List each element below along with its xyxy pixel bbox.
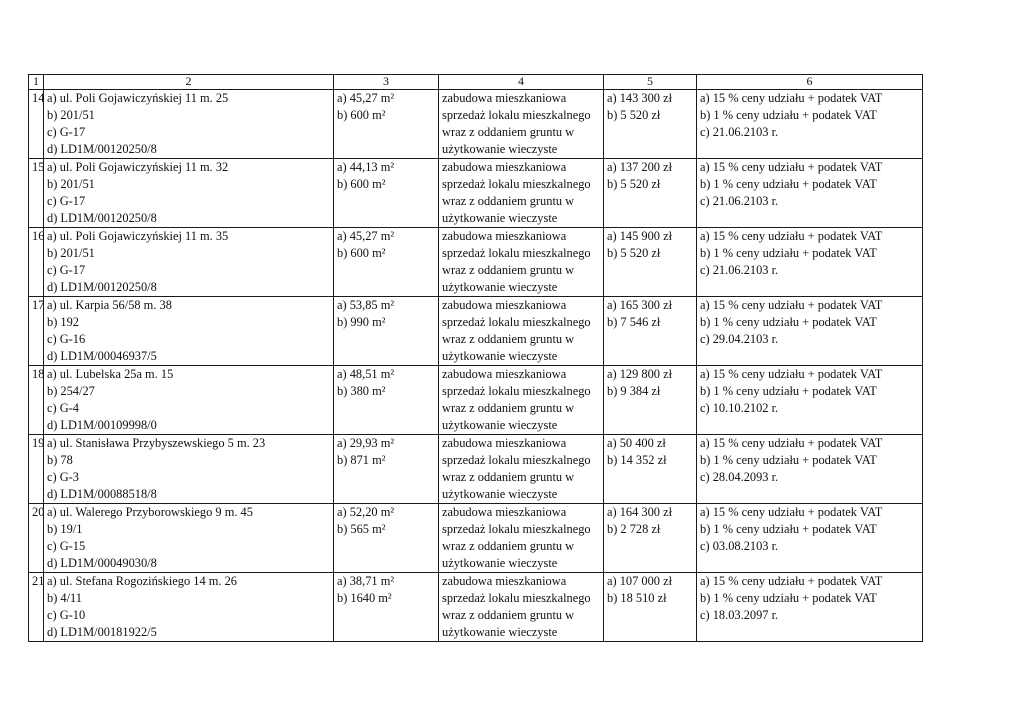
plot-number: b) 19/1 xyxy=(47,522,83,536)
premises-price-line xyxy=(607,90,693,107)
disposal-form-line-3: użytkowanie wieczyste xyxy=(442,556,558,570)
property-description-cell xyxy=(44,297,334,366)
property-description-cell xyxy=(44,504,334,573)
disposal-form-line-1: sprzedaż lokalu mieszkalnego xyxy=(442,522,591,536)
first-fee: a) 15 % ceny udziału + podatek VAT xyxy=(700,160,883,174)
usufruct-term: c) 18.03.2097 r. xyxy=(700,608,779,622)
disposal-form-line-1: sprzedaż lokalu mieszkalnego xyxy=(442,315,591,329)
row-number-cell xyxy=(29,366,44,435)
price-cell xyxy=(604,366,697,435)
column-header-6: 6 xyxy=(697,75,923,90)
disposal-form-line-3: użytkowanie wieczyste xyxy=(442,211,558,225)
table-row xyxy=(29,228,923,297)
usufruct-term: c) 28.04.2093 r. xyxy=(700,470,779,484)
table-row xyxy=(29,573,923,642)
premises-price: a) 129 800 xyxy=(607,367,660,381)
header-row xyxy=(29,75,923,90)
land-register-number: d) LD1M/00120250/8 xyxy=(47,280,157,294)
plot-price: b) 5 520 xyxy=(607,246,649,260)
plot-price-unit: zł xyxy=(651,315,661,329)
plot-price-unit: zł xyxy=(657,591,667,605)
area-cell xyxy=(334,90,439,159)
plot-number: b) 201/51 xyxy=(47,108,95,122)
table-row xyxy=(29,297,923,366)
row-number: 21 xyxy=(32,574,45,588)
address: a) ul. Stefana Rogozińskiego 14 m. 26 xyxy=(47,574,237,588)
plot-price-line xyxy=(607,245,693,262)
map-sheet: c) G-17 xyxy=(47,263,86,277)
price-cell xyxy=(604,228,697,297)
plot-price: b) 5 520 xyxy=(607,108,649,122)
disposal-form-line-3: użytkowanie wieczyste xyxy=(442,142,558,156)
plot-area: b) 990 m² xyxy=(337,315,386,329)
price-cell xyxy=(604,159,697,228)
premises-price-unit: zł xyxy=(663,298,673,312)
premises-price: a) 107 000 xyxy=(607,574,660,588)
premises-price-line xyxy=(607,159,693,176)
row-number: 16 xyxy=(32,229,45,243)
fees-cell xyxy=(697,159,923,228)
plot-area: b) 600 m² xyxy=(337,108,386,122)
plot-price-line xyxy=(607,107,693,124)
plot-price: b) 7 546 xyxy=(607,315,649,329)
row-number-cell xyxy=(29,297,44,366)
land-register-number: d) LD1M/00120250/8 xyxy=(47,142,157,156)
row-number: 15 xyxy=(32,160,45,174)
row-number-cell xyxy=(29,504,44,573)
table-row xyxy=(29,159,923,228)
price-cell xyxy=(604,573,697,642)
property-description-cell xyxy=(44,366,334,435)
plot-price-line xyxy=(607,314,693,331)
row-number-cell xyxy=(29,228,44,297)
plot-number: b) 254/27 xyxy=(47,384,95,398)
column-header-1: 1 xyxy=(29,75,44,90)
disposal-form-line-2: wraz z oddaniem gruntu w xyxy=(442,332,575,346)
map-sheet: c) G-3 xyxy=(47,470,79,484)
use-and-disposal-cell xyxy=(439,435,604,504)
premises-price-unit: zł xyxy=(663,574,673,588)
disposal-form-line-1: sprzedaż lokalu mieszkalnego xyxy=(442,384,591,398)
premises-price-unit: zł xyxy=(663,229,673,243)
annual-fee: b) 1 % ceny udziału + podatek VAT xyxy=(700,315,877,329)
land-use: zabudowa mieszkaniowa xyxy=(442,160,567,174)
use-and-disposal-cell xyxy=(439,228,604,297)
land-use: zabudowa mieszkaniowa xyxy=(442,367,567,381)
land-use: zabudowa mieszkaniowa xyxy=(442,91,567,105)
column-header-3: 3 xyxy=(334,75,439,90)
table-body xyxy=(29,90,923,642)
fees-cell xyxy=(697,435,923,504)
premises-area: a) 44,13 m² xyxy=(337,160,395,174)
plot-price-unit: zł xyxy=(651,246,661,260)
first-fee: a) 15 % ceny udziału + podatek VAT xyxy=(700,367,883,381)
first-fee: a) 15 % ceny udziału + podatek VAT xyxy=(700,229,883,243)
area-cell xyxy=(334,504,439,573)
premises-area: a) 52,20 m² xyxy=(337,505,395,519)
premises-area: a) 53,85 m² xyxy=(337,298,395,312)
land-register-number: d) LD1M/00120250/8 xyxy=(47,211,157,225)
column-header-2: 2 xyxy=(44,75,334,90)
plot-price-unit: zł xyxy=(651,177,661,191)
annual-fee: b) 1 % ceny udziału + podatek VAT xyxy=(700,453,877,467)
property-description-cell xyxy=(44,90,334,159)
address: a) ul. Poli Gojawiczyńskiej 11 m. 32 xyxy=(47,160,229,174)
use-and-disposal-cell xyxy=(439,90,604,159)
first-fee: a) 15 % ceny udziału + podatek VAT xyxy=(700,505,883,519)
plot-price: b) 14 352 xyxy=(607,453,655,467)
plot-price: b) 18 510 xyxy=(607,591,655,605)
table-row xyxy=(29,90,923,159)
table-row xyxy=(29,504,923,573)
premises-area: a) 45,27 m² xyxy=(337,91,395,105)
property-description-cell xyxy=(44,159,334,228)
table-row xyxy=(29,435,923,504)
usufruct-term: c) 21.06.2103 r. xyxy=(700,194,779,208)
fees-cell xyxy=(697,228,923,297)
address: a) ul. Poli Gojawiczyńskiej 11 m. 25 xyxy=(47,91,229,105)
usufruct-term: c) 21.06.2103 r. xyxy=(700,125,779,139)
column-header-4: 4 xyxy=(439,75,604,90)
plot-price-unit: zł xyxy=(651,108,661,122)
plot-price: b) 2 728 xyxy=(607,522,649,536)
disposal-form-line-3: użytkowanie wieczyste xyxy=(442,280,558,294)
disposal-form-line-3: użytkowanie wieczyste xyxy=(442,625,558,639)
plot-price-line xyxy=(607,176,693,193)
land-use: zabudowa mieszkaniowa xyxy=(442,574,567,588)
plot-price-unit: zł xyxy=(651,384,661,398)
premises-area: a) 48,51 m² xyxy=(337,367,395,381)
property-description-cell xyxy=(44,573,334,642)
land-register-number: d) LD1M/00088518/8 xyxy=(47,487,157,501)
property-description-cell xyxy=(44,228,334,297)
disposal-form-line-1: sprzedaż lokalu mieszkalnego xyxy=(442,177,591,191)
usufruct-term: c) 21.06.2103 r. xyxy=(700,263,779,277)
disposal-form-line-2: wraz z oddaniem gruntu w xyxy=(442,263,575,277)
use-and-disposal-cell xyxy=(439,366,604,435)
plot-price-unit: zł xyxy=(651,522,661,536)
premises-price: a) 137 200 xyxy=(607,160,660,174)
disposal-form-line-2: wraz z oddaniem gruntu w xyxy=(442,401,575,415)
plot-price: b) 9 384 xyxy=(607,384,649,398)
land-use: zabudowa mieszkaniowa xyxy=(442,229,567,243)
premises-price: a) 145 900 xyxy=(607,229,660,243)
plot-area: b) 871 m² xyxy=(337,453,386,467)
map-sheet: c) G-15 xyxy=(47,539,86,553)
row-number: 17 xyxy=(32,298,45,312)
disposal-form-line-2: wraz z oddaniem gruntu w xyxy=(442,470,575,484)
premises-area: a) 38,71 m² xyxy=(337,574,395,588)
area-cell xyxy=(334,366,439,435)
fees-cell xyxy=(697,297,923,366)
plot-price-line xyxy=(607,383,693,400)
plot-area: b) 1640 m² xyxy=(337,591,392,605)
area-cell xyxy=(334,159,439,228)
use-and-disposal-cell xyxy=(439,159,604,228)
fees-cell xyxy=(697,573,923,642)
first-fee: a) 15 % ceny udziału + podatek VAT xyxy=(700,91,883,105)
address: a) ul. Poli Gojawiczyńskiej 11 m. 35 xyxy=(47,229,229,243)
area-cell xyxy=(334,435,439,504)
plot-price: b) 5 520 xyxy=(607,177,649,191)
disposal-form-line-3: użytkowanie wieczyste xyxy=(442,349,558,363)
disposal-form-line-2: wraz z oddaniem gruntu w xyxy=(442,539,575,553)
annual-fee: b) 1 % ceny udziału + podatek VAT xyxy=(700,108,877,122)
premises-area: a) 29,93 m² xyxy=(337,436,395,450)
usufruct-term: c) 10.10.2102 r. xyxy=(700,401,779,415)
fees-cell xyxy=(697,366,923,435)
premises-price: a) 165 300 xyxy=(607,298,660,312)
land-register-number: d) LD1M/00109998/0 xyxy=(47,418,157,432)
premises-price: a) 164 300 xyxy=(607,505,660,519)
first-fee: a) 15 % ceny udziału + podatek VAT xyxy=(700,436,883,450)
plot-number: b) 78 xyxy=(47,453,73,467)
plot-area: b) 600 m² xyxy=(337,177,386,191)
premises-price-line xyxy=(607,435,693,452)
row-number: 18 xyxy=(32,367,45,381)
address: a) ul. Walerego Przyborowskiego 9 m. 45 xyxy=(47,505,253,519)
usufruct-term: c) 29.04.2103 r. xyxy=(700,332,779,346)
row-number: 19 xyxy=(32,436,45,450)
land-register-number: d) LD1M/00181922/5 xyxy=(47,625,157,639)
premises-price: a) 50 400 xyxy=(607,436,654,450)
land-register-number: d) LD1M/00046937/5 xyxy=(47,349,157,363)
property-register-table xyxy=(28,74,923,642)
plot-number: b) 4/11 xyxy=(47,591,82,605)
price-cell xyxy=(604,504,697,573)
plot-price-line xyxy=(607,452,693,469)
area-cell xyxy=(334,573,439,642)
property-description-cell xyxy=(44,435,334,504)
fees-cell xyxy=(697,90,923,159)
price-cell xyxy=(604,90,697,159)
premises-price-unit: zł xyxy=(663,505,673,519)
plot-number: b) 192 xyxy=(47,315,80,329)
use-and-disposal-cell xyxy=(439,297,604,366)
map-sheet: c) G-16 xyxy=(47,332,86,346)
map-sheet: c) G-4 xyxy=(47,401,79,415)
annual-fee: b) 1 % ceny udziału + podatek VAT xyxy=(700,246,877,260)
row-number: 20 xyxy=(32,505,45,519)
plot-price-unit: zł xyxy=(657,453,667,467)
premises-price-line xyxy=(607,366,693,383)
map-sheet: c) G-17 xyxy=(47,194,86,208)
map-sheet: c) G-17 xyxy=(47,125,86,139)
plot-price-line xyxy=(607,521,693,538)
area-cell xyxy=(334,228,439,297)
disposal-form-line-2: wraz z oddaniem gruntu w xyxy=(442,608,575,622)
address: a) ul. Karpia 56/58 m. 38 xyxy=(47,298,172,312)
premises-price-unit: zł xyxy=(663,367,673,381)
disposal-form-line-2: wraz z oddaniem gruntu w xyxy=(442,125,575,139)
plot-area: b) 600 m² xyxy=(337,246,386,260)
row-number-cell xyxy=(29,435,44,504)
price-cell xyxy=(604,435,697,504)
use-and-disposal-cell xyxy=(439,573,604,642)
disposal-form-line-1: sprzedaż lokalu mieszkalnego xyxy=(442,246,591,260)
premises-price: a) 143 300 xyxy=(607,91,660,105)
disposal-form-line-3: użytkowanie wieczyste xyxy=(442,418,558,432)
premises-price-unit: zł xyxy=(663,91,673,105)
address: a) ul. Lubelska 25a m. 15 xyxy=(47,367,174,381)
plot-area: b) 565 m² xyxy=(337,522,386,536)
column-header-5: 5 xyxy=(604,75,697,90)
fees-cell xyxy=(697,504,923,573)
row-number-cell xyxy=(29,573,44,642)
row-number-cell xyxy=(29,90,44,159)
usufruct-term: c) 03.08.2103 r. xyxy=(700,539,779,553)
annual-fee: b) 1 % ceny udziału + podatek VAT xyxy=(700,522,877,536)
premises-price-unit: zł xyxy=(663,160,673,174)
annual-fee: b) 1 % ceny udziału + podatek VAT xyxy=(700,177,877,191)
disposal-form-line-2: wraz z oddaniem gruntu w xyxy=(442,194,575,208)
land-use: zabudowa mieszkaniowa xyxy=(442,298,567,312)
premises-price-line xyxy=(607,573,693,590)
first-fee: a) 15 % ceny udziału + podatek VAT xyxy=(700,574,883,588)
address: a) ul. Stanisława Przybyszewskiego 5 m. 23 xyxy=(47,436,266,450)
land-use: zabudowa mieszkaniowa xyxy=(442,436,567,450)
annual-fee: b) 1 % ceny udziału + podatek VAT xyxy=(700,591,877,605)
price-cell xyxy=(604,297,697,366)
premises-price-line xyxy=(607,504,693,521)
use-and-disposal-cell xyxy=(439,504,604,573)
first-fee: a) 15 % ceny udziału + podatek VAT xyxy=(700,298,883,312)
area-cell xyxy=(334,297,439,366)
plot-number: b) 201/51 xyxy=(47,246,95,260)
plot-number: b) 201/51 xyxy=(47,177,95,191)
premises-price-unit: zł xyxy=(656,436,666,450)
disposal-form-line-1: sprzedaż lokalu mieszkalnego xyxy=(442,108,591,122)
row-number-cell xyxy=(29,159,44,228)
premises-price-line xyxy=(607,297,693,314)
disposal-form-line-1: sprzedaż lokalu mieszkalnego xyxy=(442,591,591,605)
premises-price-line xyxy=(607,228,693,245)
disposal-form-line-1: sprzedaż lokalu mieszkalnego xyxy=(442,453,591,467)
land-register-number: d) LD1M/00049030/8 xyxy=(47,556,157,570)
premises-area: a) 45,27 m² xyxy=(337,229,395,243)
map-sheet: c) G-10 xyxy=(47,608,86,622)
plot-price-line xyxy=(607,590,693,607)
row-number: 14 xyxy=(32,91,45,105)
plot-area: b) 380 m² xyxy=(337,384,386,398)
disposal-form-line-3: użytkowanie wieczyste xyxy=(442,487,558,501)
table-row xyxy=(29,366,923,435)
land-use: zabudowa mieszkaniowa xyxy=(442,505,567,519)
annual-fee: b) 1 % ceny udziału + podatek VAT xyxy=(700,384,877,398)
